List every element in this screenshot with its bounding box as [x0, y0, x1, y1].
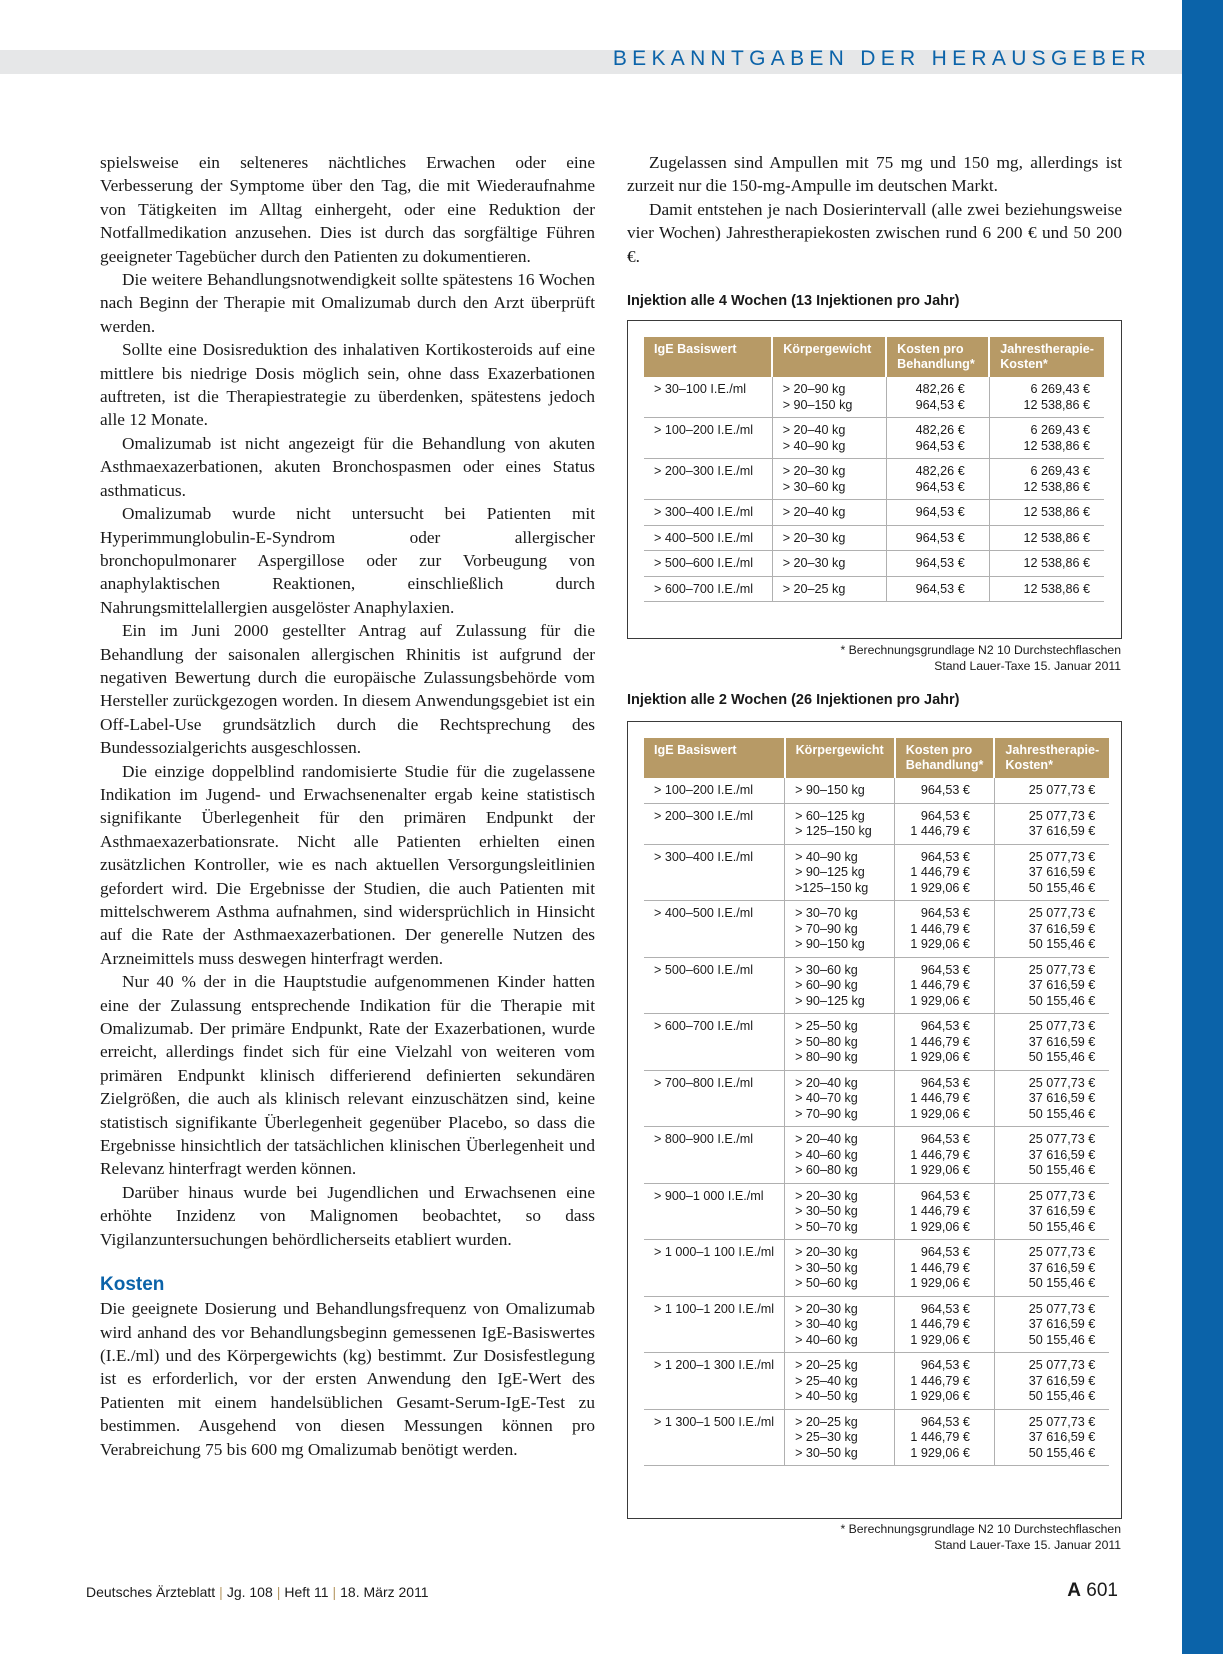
paragraph: Die geeignete Dosierung und Behandlungsfrequenz von Omalizumab wird anhand des vor Behandlungsbeginn gemessenen IgE-Basiswertes (I.E./ml) und des Körpergewichts (kg) bestimmt. Zur Dosisfestlegung ist es erforderlich, vor der ersten Anwendung den IgE-Wert des Patienten mit einem handelsüblichen Gesamt-Serum-IgE-Test zu bestimmen. Ausgehend von diesen Messungen können pro Verabreichung 75 bis 600 mg Omalizumab benötigt werden.	[100, 1299, 595, 1459]
cell-cost-line: 1 929,06 €	[910, 1219, 970, 1234]
cell-annual-line: 12 538,86 €	[1023, 581, 1090, 596]
cell-annual	[994, 1183, 1109, 1240]
cell-annual-line: 12 538,86 €	[1023, 505, 1090, 519]
cell-cost-line: 964,53 €	[915, 530, 965, 545]
divider: |	[276, 1584, 281, 1600]
cell-cost-line: 964,53 €	[915, 505, 965, 519]
col-header-cost: Kosten pro Behandlung*	[895, 738, 995, 778]
cell-ige: > 30–100 I.E./ml	[644, 377, 772, 418]
cell-cost-line: 964,53 €	[915, 581, 965, 596]
journal-name: Deutsches Ärzteblatt	[86, 1584, 216, 1600]
cell-cost	[886, 459, 989, 500]
cell-annual-line: 50 155,46 €	[1028, 1332, 1096, 1347]
cell-ige: > 600–700 I.E./ml	[644, 1014, 785, 1071]
table-header-row	[644, 337, 1104, 377]
paragraph: Omalizumab wurde nicht untersucht bei Patienten mit Hyperimmunglobulin-E-Syndrom oder allergischer bronchopulmonarer Aspergillose oder zur Vorbeugung von anaphylaktischen Reaktionen, einschließlich durch Nahrungsmittelallergien ausgelöster Anaphylaxien.	[100, 504, 595, 617]
cell-cost	[895, 844, 995, 901]
cell-annual-line: 37 616,59 €	[1028, 1317, 1096, 1331]
cell-cost-line: 964,53 €	[920, 1414, 970, 1429]
cell-cost	[895, 957, 995, 1014]
cell-annual-line: 12 538,86 €	[1023, 479, 1090, 494]
cell-weight-line: > 20–40 kg	[782, 423, 846, 437]
table-row	[644, 1296, 1109, 1353]
col-header-annual: Jahrestherapie-Kosten*	[989, 337, 1104, 377]
cell-annual	[994, 1014, 1109, 1071]
table-row	[644, 525, 1104, 551]
table1-footnote	[841, 643, 1122, 674]
cell-annual	[989, 500, 1104, 526]
cell-weight-line: > 90–150 kg	[795, 937, 865, 951]
cell-annual	[989, 459, 1104, 500]
cell-weight	[772, 500, 886, 526]
cell-cost-line: 482,26 €	[915, 464, 965, 478]
paragraph: Sollte eine Dosisreduktion des inhalativen Kortikosteroids auf eine mittlere bis niedrige Dosis möglich sein, ohne dass Exazerbationen auftreten, ist die Therapiestrategie zu überdenken, spätestens jedoch alle 12 Monate.	[100, 340, 595, 430]
cell-weight-line: > 40–60 kg	[795, 1332, 858, 1347]
cell-annual	[989, 418, 1104, 459]
cell-weight-line: > 20–40 kg	[795, 1132, 858, 1146]
cell-weight-line: > 70–90 kg	[795, 921, 858, 936]
cell-weight	[772, 459, 886, 500]
cell-cost-line: 1 446,79 €	[910, 1260, 970, 1275]
cell-annual-line: 25 077,73 €	[1028, 1358, 1096, 1372]
cell-weight-line: > 60–125 kg	[795, 808, 865, 823]
cell-weight	[785, 1014, 895, 1071]
cell-ige: > 300–400 I.E./ml	[644, 500, 772, 526]
cell-annual-line: 37 616,59 €	[1028, 865, 1096, 879]
cell-cost-line: 964,53 €	[920, 1301, 970, 1316]
cell-ige: > 300–400 I.E./ml	[644, 844, 785, 901]
cell-weight-line: > 20–30 kg	[782, 530, 846, 545]
table-row	[644, 459, 1104, 500]
cell-cost-line: 1 446,79 €	[910, 1317, 970, 1331]
cell-annual-line: 12 538,86 €	[1023, 438, 1090, 453]
cell-annual-line: 37 616,59 €	[1028, 1204, 1096, 1218]
col-header-weight: Körpergewicht	[785, 738, 895, 778]
cell-annual	[994, 778, 1109, 803]
cell-weight-line: > 20–25 kg	[795, 1358, 858, 1372]
cell-annual-line: 37 616,59 €	[1028, 921, 1096, 936]
cell-weight-line: > 80–90 kg	[795, 1050, 858, 1064]
cell-weight	[785, 1240, 895, 1297]
paragraph: Die weitere Behandlungsnotwendigkeit sollte spätestens 16 Wochen nach Beginn der Therapie mit Omalizumab durch den Arzt überprüft werden.	[100, 270, 595, 336]
cell-cost-line: 1 929,06 €	[910, 993, 970, 1008]
footnote-line: * Berechnungsgrundlage N2 10 Durchstechflaschen	[840, 643, 1121, 657]
cell-cost-line: 964,53 €	[915, 438, 965, 453]
cell-cost-line: 964,53 €	[920, 906, 970, 920]
cell-annual	[994, 844, 1109, 901]
cell-cost-line: 964,53 €	[920, 1188, 970, 1203]
cell-cost	[895, 901, 995, 958]
footnote-line: Stand Lauer-Taxe 15. Januar 2011	[934, 658, 1121, 673]
cell-weight-line: > 60–90 kg	[795, 978, 858, 992]
cell-weight-line: > 20–30 kg	[795, 1188, 858, 1203]
cell-weight-line: > 60–80 kg	[795, 1163, 858, 1177]
cell-weight-line: > 20–25 kg	[782, 581, 846, 596]
cell-weight	[772, 551, 886, 577]
col-header-cost: Kosten pro Behandlung*	[886, 337, 989, 377]
cell-ige: > 500–600 I.E./ml	[644, 957, 785, 1014]
cell-cost-line: 1 446,79 €	[910, 921, 970, 936]
cell-cost	[895, 803, 995, 844]
cell-annual-line: 25 077,73 €	[1028, 1414, 1096, 1429]
cell-ige: > 100–200 I.E./ml	[644, 418, 772, 459]
table-header-row	[644, 738, 1109, 778]
footnote-line: Stand Lauer-Taxe 15. Januar 2011	[934, 1537, 1121, 1552]
table-row	[644, 844, 1109, 901]
cell-annual	[994, 803, 1109, 844]
cell-annual-line: 50 155,46 €	[1028, 1163, 1096, 1177]
cell-cost-line: 1 446,79 €	[910, 1147, 970, 1162]
cell-weight-line: > 90–150 kg	[782, 397, 853, 412]
cell-cost-line: 1 929,06 €	[910, 1276, 970, 1290]
cell-cost	[895, 1353, 995, 1410]
cell-weight-line: > 30–40 kg	[795, 1317, 858, 1331]
cell-ige: > 1 300–1 500 I.E./ml	[644, 1409, 785, 1466]
cell-cost	[886, 377, 989, 418]
cell-annual-line: 37 616,59 €	[1028, 978, 1096, 992]
cell-annual-line: 25 077,73 €	[1028, 849, 1096, 864]
cell-annual-line: 25 077,73 €	[1028, 1301, 1096, 1316]
cell-weight-line: > 20–25 kg	[795, 1414, 858, 1429]
cell-annual-line: 6 269,43 €	[1030, 423, 1090, 437]
cell-weight	[772, 418, 886, 459]
table-row	[644, 418, 1104, 459]
paragraph: Darüber hinaus wurde bei Jugendlichen und Erwachsenen eine erhöhte Inzidenz von Malignomen beobachtet, so dass Vigilanzuntersuchungen behördlicherseits etabliert wurden.	[100, 1182, 595, 1249]
cell-annual-line: 25 077,73 €	[1028, 808, 1096, 823]
divider: |	[332, 1584, 337, 1600]
cell-weight-line: > 20–30 kg	[795, 1301, 858, 1316]
cell-annual-line: 25 077,73 €	[1028, 1019, 1096, 1033]
table-row	[644, 803, 1109, 844]
cell-weight	[785, 1296, 895, 1353]
table2-footnote	[841, 1522, 1122, 1553]
col-header-weight: Körpergewicht	[772, 337, 886, 377]
cell-weight-line: > 30–60 kg	[795, 962, 858, 977]
cell-ige: > 100–200 I.E./ml	[644, 778, 785, 803]
table2-caption: Injektion alle 2 Wochen (26 Injektionen pro Jahr)	[627, 692, 960, 708]
cell-annual	[994, 1296, 1109, 1353]
cell-weight-line: > 40–90 kg	[795, 849, 858, 864]
paragraph: Damit entstehen je nach Dosierintervall (alle zwei beziehungsweise vier Wochen) Jahrestherapiekosten zwischen rund 6 200 € und 50 200 €.	[627, 199, 1122, 266]
cell-cost	[895, 778, 995, 803]
table-row	[644, 377, 1104, 418]
table1-caption: Injektion alle 4 Wochen (13 Injektionen pro Jahr)	[627, 293, 960, 309]
cell-cost-line: 964,53 €	[920, 962, 970, 977]
cell-cost-line: 964,53 €	[920, 1245, 970, 1259]
paragraph: spielsweise ein selteneres nächtliches Erwachen oder eine Verbesserung der Symptome über den Tag, die mit Wiederaufnahme von Tätigkeiten im Alltag einhergeht, oder eine Reduktion der Notfallmedikation anzusehen. Dies ist durch das sorgfältige Führen geeigneter Tagebücher durch den Patienten zu dokumentieren.	[100, 153, 595, 266]
cell-weight-line: > 50–80 kg	[795, 1034, 858, 1049]
cell-annual-line: 50 155,46 €	[1028, 880, 1096, 895]
cell-weight	[785, 957, 895, 1014]
cell-weight-line: > 30–60 kg	[782, 479, 846, 494]
cell-weight-line: > 20–30 kg	[795, 1245, 858, 1259]
cell-cost	[895, 1014, 995, 1071]
col-header-ige: IgE Basiswert	[644, 738, 785, 778]
cell-weight-line: > 90–150 kg	[795, 783, 865, 797]
cell-cost	[886, 500, 989, 526]
journal-date: 18. März 2011	[340, 1584, 429, 1600]
cell-cost-line: 482,26 €	[915, 423, 965, 437]
cell-weight-line: > 30–70 kg	[795, 906, 858, 920]
cell-cost	[895, 1183, 995, 1240]
page-number	[1067, 1580, 1118, 1602]
cell-cost-line: 964,53 €	[920, 783, 970, 797]
cell-annual-line: 25 077,73 €	[1028, 1132, 1096, 1146]
table-row	[644, 1240, 1109, 1297]
cell-weight	[785, 1353, 895, 1410]
cell-weight	[785, 1127, 895, 1184]
cell-weight	[785, 1070, 895, 1127]
cell-annual	[989, 551, 1104, 577]
cell-cost-line: 964,53 €	[915, 397, 965, 412]
cell-ige: > 1 100–1 200 I.E./ml	[644, 1296, 785, 1353]
cell-annual-line: 50 155,46 €	[1028, 1050, 1096, 1064]
cell-annual-line: 50 155,46 €	[1028, 937, 1096, 951]
cell-annual-line: 37 616,59 €	[1028, 1034, 1096, 1049]
table-row	[644, 1127, 1109, 1184]
cell-cost-line: 964,53 €	[915, 479, 965, 494]
cell-cost	[895, 1409, 995, 1466]
cell-cost	[895, 1296, 995, 1353]
cell-weight-line: > 50–60 kg	[795, 1276, 858, 1290]
cell-annual	[989, 377, 1104, 418]
cell-weight-line: > 20–30 kg	[782, 464, 846, 478]
cell-annual-line: 25 077,73 €	[1028, 962, 1096, 977]
cell-annual-line: 37 616,59 €	[1028, 1260, 1096, 1275]
cell-cost	[895, 1070, 995, 1127]
cell-weight-line: > 40–50 kg	[795, 1389, 858, 1403]
right-column	[627, 151, 1122, 268]
section-heading: Kosten	[100, 1274, 165, 1296]
table-row	[644, 576, 1104, 602]
cell-cost	[886, 525, 989, 551]
cell-annual-line: 6 269,43 €	[1030, 382, 1090, 396]
cell-annual-line: 37 616,59 €	[1028, 1091, 1096, 1105]
cell-annual	[994, 901, 1109, 958]
page-footer	[86, 1584, 429, 1600]
cell-annual-line: 12 538,86 €	[1023, 397, 1090, 412]
cell-weight-line: > 50–70 kg	[795, 1219, 858, 1234]
cell-cost-line: 1 929,06 €	[910, 1332, 970, 1347]
cell-cost	[886, 418, 989, 459]
cell-weight	[785, 901, 895, 958]
cell-annual-line: 12 538,86 €	[1023, 556, 1090, 570]
cell-annual-line: 25 077,73 €	[1028, 1075, 1096, 1090]
cell-cost-line: 1 929,06 €	[910, 1445, 970, 1460]
cell-ige: > 700–800 I.E./ml	[644, 1070, 785, 1127]
table2-box	[627, 721, 1122, 1519]
paragraph: Nur 40 % der in die Hauptstudie aufgenommenen Kinder hatten eine der Zulassung entsprechende Indikation für die Therapie mit Omalizumab. Der primäre Endpunkt, Rate der Exazerbationen, wurde erreicht, allerdings findet sich für eine Vielzahl von weiteren vom primären Endpunkt klinisch differierend definierten sekundären Zielgrößen, die auch als klinisch relevant einzuschätzen sind, keine statistisch signifikante Überlegenheit gegenüber Placebo, so dass die Ergebnisse hinsichtlich der tatsächlichen klinischen Überlegenheit und Relevanz hinterfragt werden können.	[100, 972, 595, 1179]
cell-annual	[989, 576, 1104, 602]
cell-weight	[785, 844, 895, 901]
cell-annual	[989, 525, 1104, 551]
cell-cost-line: 964,53 €	[920, 849, 970, 864]
table-row	[644, 901, 1109, 958]
cell-weight-line: >125–150 kg	[795, 880, 869, 895]
cell-cost-line: 1 446,79 €	[910, 1430, 970, 1444]
cost-table-4-weeks	[644, 337, 1104, 602]
cell-ige: > 400–500 I.E./ml	[644, 901, 785, 958]
cell-annual	[994, 1240, 1109, 1297]
cell-annual-line: 50 155,46 €	[1028, 1389, 1096, 1403]
table-row	[644, 500, 1104, 526]
cell-weight	[785, 778, 895, 803]
cell-annual-line: 37 616,59 €	[1028, 1430, 1096, 1444]
cell-annual-line: 25 077,73 €	[1028, 783, 1096, 797]
divider: |	[219, 1584, 223, 1600]
page-number-value: 601	[1086, 1580, 1118, 1601]
cell-annual	[994, 1353, 1109, 1410]
cell-annual-line: 50 155,46 €	[1028, 1219, 1096, 1234]
cell-annual-line: 25 077,73 €	[1028, 1245, 1096, 1259]
cell-annual	[994, 1070, 1109, 1127]
cell-cost-line: 964,53 €	[920, 1075, 970, 1090]
cell-cost-line: 1 446,79 €	[910, 1373, 970, 1388]
section-header: BEKANNTGABEN DER HERAUSGEBER	[612, 47, 1151, 70]
table-row	[644, 957, 1109, 1014]
cell-ige: > 1 000–1 100 I.E./ml	[644, 1240, 785, 1297]
table-row	[644, 551, 1104, 577]
cell-cost-line: 1 446,79 €	[910, 1034, 970, 1049]
table1-box	[627, 320, 1122, 639]
cell-annual-line: 50 155,46 €	[1028, 1106, 1096, 1121]
cell-annual	[994, 1127, 1109, 1184]
paragraph: Ein im Juni 2000 gestellter Antrag auf Zulassung für die Behandlung der saisonalen allergischen Rhinitis ist aufgrund der negativen Bewertung durch die europäische Zulassungsbehörde vom Hersteller zurückgezogen worden. In diesem Anwendungsgebiet ist ein Off-Label-Use grundsätzlich durch die Rechtsprechung des Bundessozialgerichts ausgeschlossen.	[100, 621, 595, 758]
journal-issue: Heft 11	[284, 1584, 329, 1600]
cell-cost-line: 1 929,06 €	[910, 880, 970, 895]
cell-weight-line: > 40–60 kg	[795, 1147, 858, 1162]
cell-weight-line: > 40–90 kg	[782, 438, 846, 453]
cell-ige: > 200–300 I.E./ml	[644, 803, 785, 844]
cell-weight	[772, 576, 886, 602]
cell-cost-line: 482,26 €	[915, 382, 965, 396]
cell-weight-line: > 30–50 kg	[795, 1260, 858, 1275]
cell-cost	[886, 576, 989, 602]
cell-cost	[886, 551, 989, 577]
cell-annual-line: 12 538,86 €	[1023, 530, 1090, 545]
cell-ige: > 900–1 000 I.E./ml	[644, 1183, 785, 1240]
cell-weight-line: > 30–50 kg	[795, 1445, 858, 1460]
cell-cost-line: 964,53 €	[915, 556, 965, 570]
paragraph: Omalizumab ist nicht angezeigt für die Behandlung von akuten Asthmaexazerbationen, akuten Bronchospasmen oder eines Status asthmaticus.	[100, 433, 595, 500]
cell-cost-line: 964,53 €	[920, 1132, 970, 1146]
cell-ige: > 400–500 I.E./ml	[644, 525, 772, 551]
cell-ige: > 800–900 I.E./ml	[644, 1127, 785, 1184]
cell-weight	[785, 1409, 895, 1466]
cell-weight-line: > 25–50 kg	[795, 1019, 858, 1033]
cell-weight-line: > 30–50 kg	[795, 1204, 858, 1218]
cell-weight-line: > 20–30 kg	[782, 556, 846, 570]
cell-weight-line: > 40–70 kg	[795, 1091, 858, 1105]
cell-weight	[772, 525, 886, 551]
page-prefix: A	[1067, 1580, 1082, 1601]
cell-ige: > 600–700 I.E./ml	[644, 576, 772, 602]
cell-cost-line: 1 446,79 €	[910, 1091, 970, 1105]
cell-cost	[895, 1127, 995, 1184]
cell-cost-line: 1 446,79 €	[910, 865, 970, 879]
cell-cost	[895, 1240, 995, 1297]
cell-cost-line: 1 929,06 €	[910, 1050, 970, 1064]
footnote-line: * Berechnungsgrundlage N2 10 Durchstechflaschen	[840, 1522, 1121, 1536]
left-column	[100, 151, 595, 1461]
cell-cost-line: 1 929,06 €	[910, 1163, 970, 1177]
cell-annual-line: 50 155,46 €	[1028, 993, 1096, 1008]
cell-ige: > 1 200–1 300 I.E./ml	[644, 1353, 785, 1410]
cell-weight-line: > 70–90 kg	[795, 1106, 858, 1121]
cell-cost-line: 1 929,06 €	[910, 1389, 970, 1403]
col-header-ige: IgE Basiswert	[644, 337, 772, 377]
cell-annual-line: 50 155,46 €	[1028, 1445, 1096, 1460]
cell-weight-line: > 20–40 kg	[795, 1075, 858, 1090]
side-color-bar	[1182, 0, 1223, 1654]
cell-cost-line: 964,53 €	[920, 808, 970, 823]
cell-weight-line: > 25–40 kg	[795, 1373, 858, 1388]
cell-annual-line: 37 616,59 €	[1028, 1373, 1096, 1388]
cell-annual-line: 25 077,73 €	[1028, 1188, 1096, 1203]
cell-weight-line: > 90–125 kg	[795, 993, 865, 1008]
cell-cost-line: 1 446,79 €	[910, 1204, 970, 1218]
journal-volume: Jg. 108	[226, 1584, 273, 1600]
paragraph: Zugelassen sind Ampullen mit 75 mg und 150 mg, allerdings ist zurzeit nur die 150-mg-Ampulle im deutschen Markt.	[627, 153, 1122, 196]
cell-annual-line: 37 616,59 €	[1028, 1147, 1096, 1162]
cell-cost-line: 1 929,06 €	[910, 1106, 970, 1121]
table-row	[644, 778, 1109, 803]
paragraph: Die einzige doppelblind randomisierte Studie für die zugelassene Indikation im Jugend- und Erwachsenenalter ergab keine statistisch signifikante Überlegenheit für den primären Endpunkt der Asthmaexazerbationsrate. Nicht alle Patienten erhielten einen zusätzlichen Kontroller, wie es nach aktuellen Versorgungsleitlinien gefordert wird. Die Ergebnisse der Studien, die auch Patienten mit mittelschwerem Asthma aufnahmen, sind widersprüchlich in Hinsicht auf die Rate der Asthmaexazerbationen. Der generelle Nutzen des Arzneimittels muss deswegen hinterfragt werden.	[100, 761, 595, 968]
cell-weight-line: > 20–40 kg	[782, 505, 846, 519]
cell-annual	[994, 957, 1109, 1014]
table-row	[644, 1353, 1109, 1410]
cell-ige: > 500–600 I.E./ml	[644, 551, 772, 577]
cell-weight-line: > 90–125 kg	[795, 865, 865, 879]
cell-cost-line: 1 446,79 €	[910, 824, 970, 838]
table-row	[644, 1070, 1109, 1127]
cell-weight	[785, 803, 895, 844]
cell-cost-line: 964,53 €	[920, 1358, 970, 1372]
table-row	[644, 1014, 1109, 1071]
cell-cost-line: 1 929,06 €	[910, 937, 970, 951]
cell-weight	[785, 1183, 895, 1240]
table-row	[644, 1409, 1109, 1466]
cell-weight	[772, 377, 886, 418]
cell-weight-line: > 20–90 kg	[782, 382, 846, 396]
cell-cost-line: 1 446,79 €	[910, 978, 970, 992]
cell-ige: > 200–300 I.E./ml	[644, 459, 772, 500]
col-header-annual: Jahrestherapie-Kosten*	[994, 738, 1109, 778]
cost-table-2-weeks	[644, 738, 1109, 1466]
cell-annual	[994, 1409, 1109, 1466]
cell-annual-line: 37 616,59 €	[1028, 824, 1096, 838]
cell-annual-line: 50 155,46 €	[1028, 1276, 1096, 1290]
cell-annual-line: 6 269,43 €	[1030, 464, 1090, 478]
cell-cost-line: 964,53 €	[920, 1019, 970, 1033]
cell-weight-line: > 125–150 kg	[795, 824, 872, 838]
table-row	[644, 1183, 1109, 1240]
cell-annual-line: 25 077,73 €	[1028, 906, 1096, 920]
cell-weight-line: > 25–30 kg	[795, 1430, 858, 1444]
